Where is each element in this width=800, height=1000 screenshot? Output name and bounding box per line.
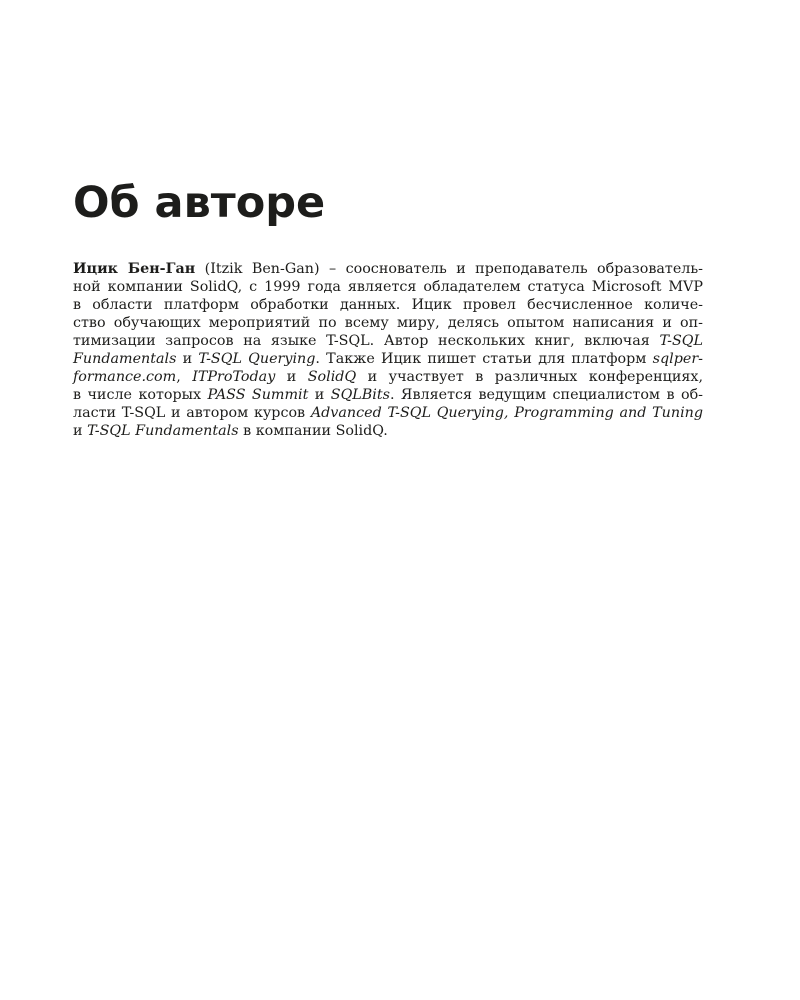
bio-text: в числе которых <box>73 387 208 403</box>
course-title: Advanced T-SQL Querying, Programming and Tuning <box>310 405 704 421</box>
bio-text: . Является ведущим специалистом в об- <box>389 387 704 403</box>
bio-text: ласти T-SQL и автором курсов <box>73 405 311 421</box>
bio-line <box>73 332 703 350</box>
bio-line <box>73 422 703 440</box>
book-title: Fundamentals <box>73 351 177 367</box>
bio-text: тимизации запросов на языке T-SQL. Автор нескольких книг, включая <box>73 333 660 349</box>
platform-name: ITProToday <box>192 369 276 385</box>
bio-text: ной компании SolidQ, с 1999 года является обладателем статуса Microsoft MVP <box>73 279 703 295</box>
bio-text: и участвует в различных конференциях, <box>356 369 703 385</box>
bio-line <box>73 368 703 386</box>
bio-line <box>73 296 703 314</box>
bio-text: ство обучающих мероприятий по всему миру, делясь опытом написания и оп- <box>73 315 703 331</box>
bio-line <box>73 350 703 368</box>
bio-text: . Также Ицик пишет статьи для платформ <box>315 351 653 367</box>
platform-name: sqlper- <box>652 351 703 367</box>
platform-name: SolidQ <box>307 369 357 385</box>
bio-line <box>73 314 703 332</box>
conference-name: SQLBits <box>330 387 390 403</box>
bio-line <box>73 278 703 296</box>
bio-text: и <box>275 369 308 385</box>
bio-text: и <box>73 423 88 439</box>
bio-text: в области платформ обработки данных. Ицик провел бесчисленное количе- <box>73 297 703 313</box>
bio-text: и <box>308 387 331 403</box>
bio-text: , <box>176 369 193 385</box>
conference-name: PASS Summit <box>207 387 309 403</box>
page-title: Об авторе <box>73 178 326 228</box>
bio-text: и <box>176 351 199 367</box>
course-title: T-SQL Fundamentals <box>87 423 239 439</box>
bio-text: (Itzik Ben-Gan) – сооснователь и преподаватель образователь- <box>195 261 703 277</box>
book-title: T-SQL Querying <box>198 351 316 367</box>
book-title: T-SQL <box>659 333 703 349</box>
author-bio-paragraph <box>73 260 703 440</box>
bio-text: в компании SolidQ. <box>238 423 388 439</box>
author-name: Ицик Бен-Ган <box>73 261 196 277</box>
bio-line <box>73 404 703 422</box>
bio-line <box>73 260 703 278</box>
bio-line <box>73 386 703 404</box>
platform-name: formance.com <box>73 369 177 385</box>
